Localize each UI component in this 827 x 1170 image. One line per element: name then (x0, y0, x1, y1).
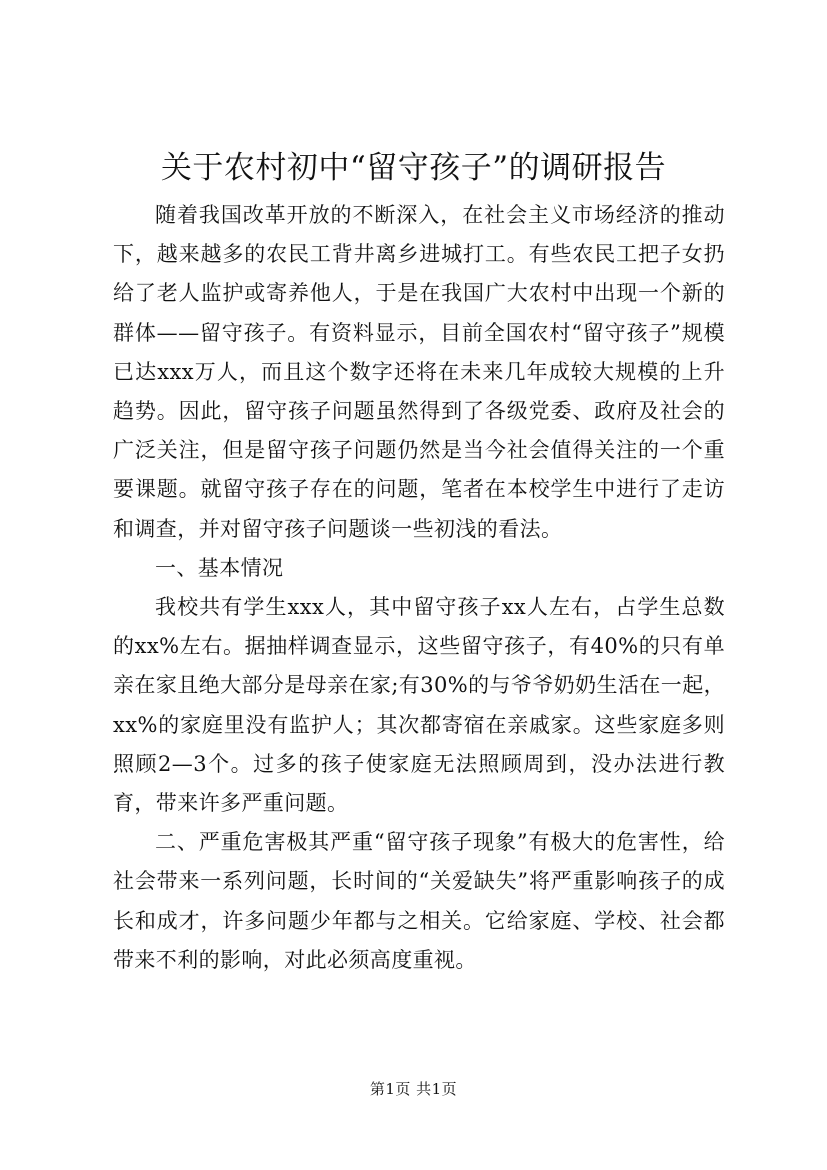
document-body (113, 196, 725, 980)
paragraph-serious-harm: 二、严重危害极其严重“留守孩子现象”有极大的危害性，给社会带来一系列问题，长时间的“关爱缺失”将严重影响孩子的成长和成才，许多问题少年都与之相关。它给家庭、学校、社会都带来不利的影响，对此必须高度重视。 (113, 830, 725, 972)
page-number-footer: 第1页 共1页 (369, 1080, 458, 1098)
document-title: 关于农村初中“留守孩子”的调研报告 (160, 150, 667, 186)
paragraph-basic-situation: 我校共有学生xxx人，其中留守孩子xx人左右，占学生总数的xx%左右。据抽样调查显示，这些留守孩子，有40%的只有单亲在家且绝大部分是母亲在家;有30%的与爷爷奶奶生活在一起，xx%的家庭里没有监护人；其次都寄宿在亲戚家。这些家庭多则照顾2—3个。过多的孩子使家庭无法照顾周到，没办法进行教育，带来许多严重问题。 (113, 595, 725, 816)
paragraph-intro: 随着我国改革开放的不断深入，在社会主义市场经济的推动下，越来越多的农民工背井离乡进城打工。有些农民工把子女扔给了老人监护或寄养他人，于是在我国广大农村中出现一个新的群体——留守孩子。有资料显示，目前全国农村“留守孩子”规模已达xxx万人，而且这个数字还将在未来几年成较大规模的上升趋势。因此，留守孩子问题虽然得到了各级党委、政府及社会的广泛关注，但是留守孩子问题仍然是当今社会值得关注的一个重要课题。就留守孩子存在的问题，笔者在本校学生中进行了走访和调查，并对留守孩子问题谈一些初浅的看法。 (113, 203, 725, 541)
section-heading-basic-situation: 一、基本情况 (155, 555, 284, 580)
